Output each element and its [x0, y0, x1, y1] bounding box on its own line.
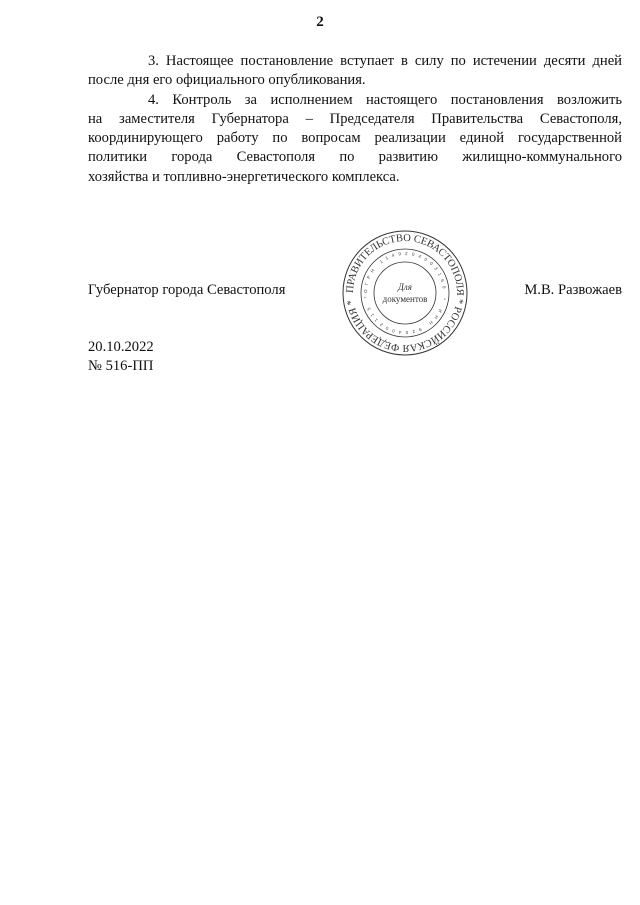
signatory-name: М.В. Развожаев: [524, 282, 622, 298]
text-line: на заместителя Губернатора – Председателя Правительства Севастополя,: [88, 110, 622, 127]
document-number: № 516-ПП: [88, 358, 154, 374]
text-line: 4. Контроль за исполнением настоящего постановления возложить: [148, 91, 622, 108]
svg-text:ПРАВИТЕЛЬСТВО СЕВАСТОПОЛЯ * РО: ПРАВИТЕЛЬСТВО СЕВАСТОПОЛЯ * РОССИЙСКАЯ ФЕДЕРАЦИЯ *: [344, 232, 466, 354]
text-line: политики города Севастополя по развитию жилищно-коммунального: [88, 149, 622, 166]
text-line: координирующего работу по вопросам реализации единой государственной: [88, 130, 622, 147]
text-line: хозяйства и топливно-энергетического комплекса.: [88, 168, 400, 185]
document-body: [88, 52, 622, 187]
document-meta: [88, 338, 154, 376]
page-number: 2: [316, 14, 324, 30]
svg-text:ОГРН 1149204003160 * ИНН 92040: ОГРН 1149204003160 * ИНН 9204002115 *: [362, 250, 448, 336]
svg-text:документов: документов: [382, 294, 428, 304]
text-line: после дня его официального опубликования.: [88, 72, 366, 89]
signatory-position: Губернатор города Севастополя: [88, 282, 286, 298]
text-line: 3. Настоящее постановление вступает в силу по истечении десяти дней: [148, 53, 622, 69]
svg-text:Для: Для: [398, 282, 412, 292]
document-date: 20.10.2022: [88, 339, 154, 355]
official-seal: [340, 228, 470, 358]
